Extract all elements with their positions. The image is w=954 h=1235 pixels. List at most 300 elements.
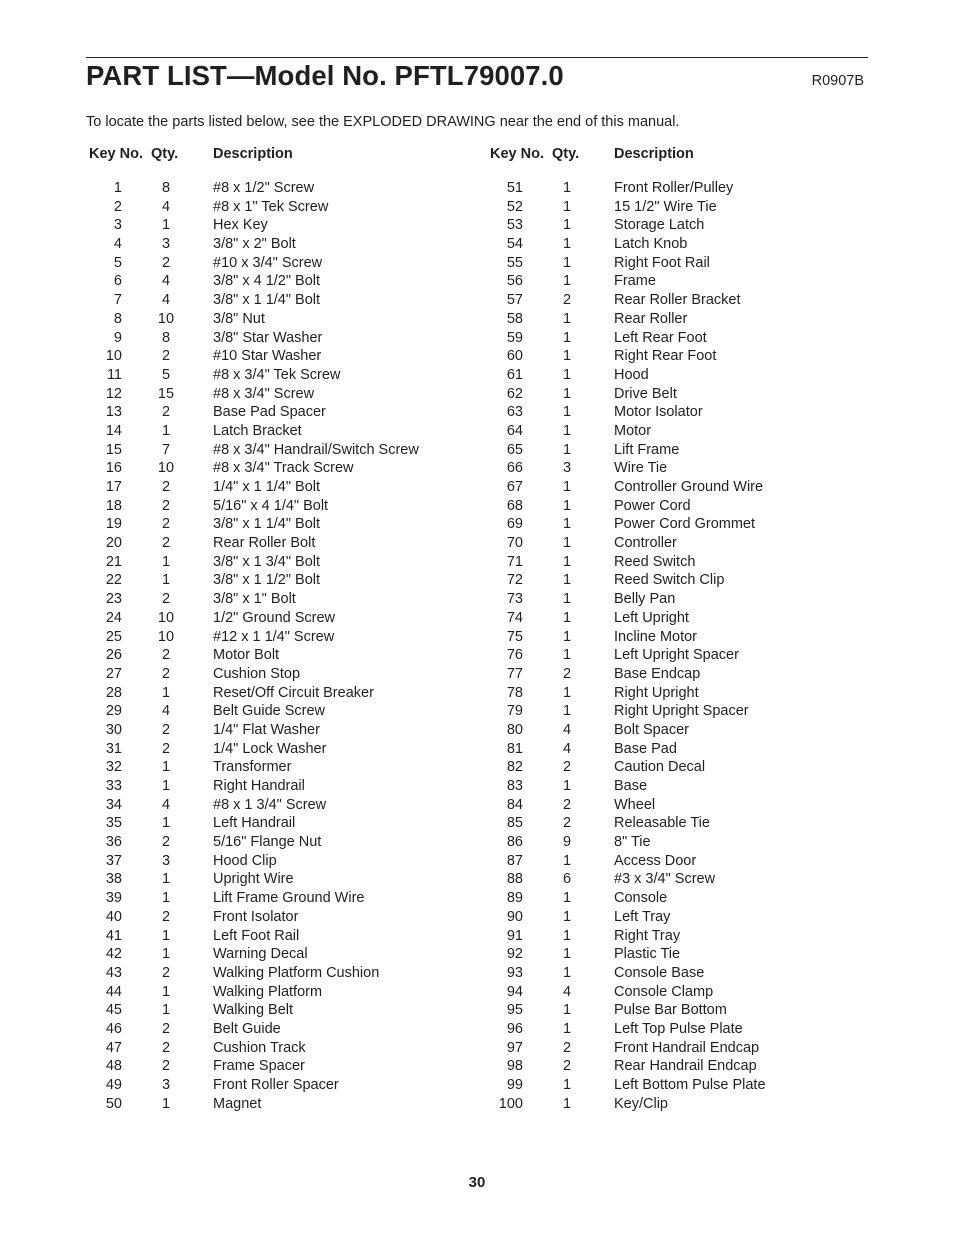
part-description: Rear Handrail Endcap — [614, 1058, 757, 1075]
part-key-no: 77 — [506, 665, 523, 682]
part-row — [487, 272, 847, 291]
part-description: 5/16" Flange Nut — [213, 834, 322, 851]
part-key-no: 37 — [105, 852, 122, 869]
part-key-no: 61 — [506, 366, 523, 383]
part-description: Latch Knob — [614, 236, 688, 253]
part-qty: 1 — [562, 927, 572, 944]
part-qty: 1 — [161, 1002, 171, 1019]
part-qty: 10 — [157, 460, 175, 477]
part-description: Lift Frame Ground Wire — [213, 890, 365, 907]
part-row — [487, 740, 847, 759]
part-row — [487, 1076, 847, 1095]
part-key-no: 86 — [506, 834, 523, 851]
part-qty: 1 — [562, 348, 572, 365]
part-description: Transformer — [213, 759, 292, 776]
part-qty: 1 — [161, 778, 171, 794]
part-key-no: 42 — [105, 946, 122, 963]
part-row — [86, 459, 446, 478]
part-description: 15 1/2" Wire Tie — [614, 198, 717, 215]
part-qty: 8 — [161, 329, 171, 346]
part-row — [487, 646, 847, 665]
part-qty: 1 — [562, 217, 572, 234]
part-row — [487, 870, 847, 889]
part-description: Hood Clip — [213, 852, 277, 869]
part-key-no: 62 — [506, 385, 523, 402]
part-description: Right Handrail — [213, 778, 305, 794]
part-row — [487, 441, 847, 460]
part-key-no: 17 — [105, 479, 122, 495]
part-key-no: 18 — [105, 497, 122, 514]
part-qty: 2 — [161, 740, 171, 757]
part-qty: 10 — [157, 609, 175, 626]
part-description: Rear Roller Bracket — [614, 292, 741, 309]
part-description: Latch Bracket — [213, 422, 302, 439]
part-key-no: 34 — [105, 796, 122, 813]
part-row — [487, 235, 847, 254]
part-qty: 1 — [562, 778, 572, 794]
part-row — [487, 515, 847, 534]
part-qty: 1 — [562, 366, 572, 383]
part-description: Key/Clip — [614, 1095, 668, 1112]
part-key-no: 91 — [506, 927, 523, 944]
part-description: Access Door — [614, 852, 697, 869]
part-key-no: 94 — [506, 983, 523, 1000]
part-qty: 4 — [562, 983, 572, 1000]
part-row — [86, 852, 446, 871]
part-description: Base Pad — [614, 740, 677, 757]
part-row — [487, 609, 847, 628]
part-row — [86, 310, 446, 329]
part-qty: 1 — [562, 329, 572, 346]
part-qty: 1 — [562, 703, 572, 720]
part-description: Front Roller/Pulley — [614, 180, 734, 196]
parts-column-left — [86, 146, 446, 1112]
part-key-no: 58 — [506, 310, 523, 327]
part-row — [86, 945, 446, 964]
part-row — [86, 1057, 446, 1076]
part-key-no: 82 — [506, 759, 523, 776]
part-key-no: 87 — [506, 852, 523, 869]
part-row — [86, 983, 446, 1002]
part-key-no: 21 — [105, 553, 122, 570]
part-row — [86, 628, 446, 647]
part-qty: 1 — [161, 871, 171, 888]
part-description: #8 x 3/4" Handrail/Switch Screw — [213, 441, 419, 458]
part-qty: 1 — [161, 572, 171, 589]
part-description: Hood — [614, 366, 649, 383]
part-description: Right Rear Foot — [614, 348, 717, 365]
part-key-no: 24 — [105, 609, 122, 626]
part-key-no: 83 — [506, 778, 523, 794]
part-qty: 3 — [161, 1077, 171, 1093]
part-key-no: 4 — [113, 236, 122, 253]
part-row — [86, 646, 446, 665]
part-key-no: 85 — [506, 815, 523, 832]
part-row — [86, 515, 446, 534]
part-row — [487, 852, 847, 871]
parts-list-right — [487, 179, 847, 1113]
part-qty: 1 — [562, 516, 572, 533]
part-qty: 2 — [161, 1020, 171, 1037]
part-row — [487, 459, 847, 478]
part-key-no: 55 — [506, 254, 523, 271]
part-qty: 1 — [562, 890, 572, 907]
part-key-no: 73 — [506, 591, 523, 608]
part-description: Left Rear Foot — [614, 329, 707, 346]
part-row — [86, 385, 446, 404]
part-row — [487, 198, 847, 217]
part-row — [487, 758, 847, 777]
part-description: #8 x 3/4" Track Screw — [213, 460, 354, 477]
part-row — [487, 179, 847, 198]
part-description: Left Handrail — [213, 815, 296, 832]
part-key-no: 76 — [506, 647, 523, 664]
part-key-no: 64 — [506, 422, 523, 439]
part-description: Motor Bolt — [213, 647, 280, 664]
part-qty: 1 — [562, 1002, 572, 1019]
part-description: Plastic Tie — [614, 946, 681, 963]
part-key-no: 51 — [506, 180, 523, 196]
part-row — [487, 1057, 847, 1076]
part-description: Hex Key — [213, 217, 268, 234]
part-row — [86, 179, 446, 198]
part-key-no: 45 — [105, 1002, 122, 1019]
part-qty: 4 — [562, 721, 572, 738]
part-key-no: 52 — [506, 198, 523, 215]
part-qty: 3 — [562, 460, 572, 477]
part-key-no: 7 — [113, 292, 122, 309]
header-key-no: Key No. — [490, 146, 544, 162]
part-description: Left Tray — [614, 908, 671, 925]
part-qty: 1 — [562, 535, 572, 552]
part-description: Reed Switch — [614, 553, 696, 570]
part-row — [487, 1095, 847, 1114]
part-row — [487, 702, 847, 721]
part-description: Base Endcap — [614, 665, 701, 682]
part-description: Storage Latch — [614, 217, 705, 234]
part-key-no: 22 — [105, 572, 122, 589]
part-description: Motor Isolator — [614, 404, 703, 421]
part-qty: 1 — [562, 497, 572, 514]
part-qty: 2 — [562, 665, 572, 682]
part-row — [86, 403, 446, 422]
part-description: Right Upright — [614, 684, 699, 701]
part-description: Belt Guide — [213, 1020, 281, 1037]
part-key-no: 33 — [105, 778, 122, 794]
part-description: Reed Switch Clip — [614, 572, 725, 589]
part-description: Rear Roller Bolt — [213, 535, 316, 552]
part-qty: 4 — [161, 796, 171, 813]
part-row — [86, 1095, 446, 1114]
part-key-no: 89 — [506, 890, 523, 907]
part-qty: 2 — [161, 516, 171, 533]
part-key-no: 72 — [506, 572, 523, 589]
part-description: Walking Belt — [213, 1002, 294, 1019]
part-key-no: 54 — [506, 236, 523, 253]
part-qty: 9 — [562, 834, 572, 851]
part-description: Incline Motor — [614, 628, 698, 645]
part-qty: 4 — [562, 740, 572, 757]
part-key-no: 20 — [105, 535, 122, 552]
part-key-no: 12 — [105, 385, 122, 402]
part-description: Walking Platform — [213, 983, 323, 1000]
column-headers — [487, 146, 847, 166]
part-qty: 1 — [161, 927, 171, 944]
part-qty: 5 — [161, 366, 171, 383]
part-row — [86, 889, 446, 908]
column-headers — [86, 146, 446, 166]
part-qty: 1 — [562, 236, 572, 253]
part-qty: 1 — [161, 759, 171, 776]
part-row — [86, 571, 446, 590]
part-description: #8 x 1" Tek Screw — [213, 198, 329, 215]
part-qty: 1 — [562, 385, 572, 402]
part-row — [487, 403, 847, 422]
part-key-no: 80 — [506, 721, 523, 738]
part-row — [487, 422, 847, 441]
part-row — [487, 347, 847, 366]
part-description: Upright Wire — [213, 871, 294, 888]
part-row — [487, 385, 847, 404]
part-description: #3 x 3/4" Screw — [614, 871, 716, 888]
part-qty: 1 — [161, 684, 171, 701]
part-qty: 2 — [562, 815, 572, 832]
part-row — [86, 665, 446, 684]
part-row — [487, 329, 847, 348]
part-description: 1/2" Ground Screw — [213, 609, 336, 626]
part-qty: 1 — [562, 964, 572, 981]
part-description: 1/4" Flat Washer — [213, 721, 320, 738]
part-key-no: 95 — [506, 1002, 523, 1019]
part-key-no: 50 — [105, 1095, 122, 1112]
part-qty: 4 — [161, 273, 171, 290]
part-row — [86, 740, 446, 759]
part-description: Reset/Off Circuit Breaker — [213, 684, 374, 701]
part-qty: 1 — [562, 1020, 572, 1037]
header-description: Description — [614, 146, 694, 162]
part-description: Right Upright Spacer — [614, 703, 749, 720]
part-row — [86, 590, 446, 609]
part-qty: 2 — [161, 721, 171, 738]
intro-text: To locate the parts listed below, see the EXPLODED DRAWING near the end of this manual. — [86, 114, 680, 130]
part-row — [487, 665, 847, 684]
part-row — [487, 889, 847, 908]
document-code: R0907B — [811, 73, 864, 89]
part-qty: 2 — [161, 479, 171, 495]
part-description: Console — [614, 890, 668, 907]
part-row — [86, 814, 446, 833]
part-row — [487, 927, 847, 946]
part-key-no: 49 — [105, 1077, 122, 1093]
part-qty: 6 — [562, 871, 572, 888]
part-description: Wire Tie — [614, 460, 668, 477]
part-description: #10 Star Washer — [213, 348, 322, 365]
part-qty: 1 — [562, 628, 572, 645]
part-row — [86, 1001, 446, 1020]
part-qty: 2 — [161, 497, 171, 514]
part-row — [487, 254, 847, 273]
part-qty: 1 — [562, 908, 572, 925]
part-description: Right Tray — [614, 927, 681, 944]
part-description: Console Base — [614, 964, 705, 981]
part-description: 1/4" x 1 1/4" Bolt — [213, 479, 321, 495]
part-row — [86, 721, 446, 740]
part-key-no: 44 — [105, 983, 122, 1000]
part-qty: 1 — [562, 852, 572, 869]
part-qty: 1 — [562, 422, 572, 439]
part-key-no: 53 — [506, 217, 523, 234]
part-description: Front Roller Spacer — [213, 1077, 339, 1093]
part-key-no: 27 — [105, 665, 122, 682]
part-row — [86, 235, 446, 254]
part-row — [86, 1076, 446, 1095]
part-qty: 3 — [161, 852, 171, 869]
part-description: 3/8" x 1" Bolt — [213, 591, 296, 608]
part-key-no: 41 — [105, 927, 122, 944]
part-description: 5/16" x 4 1/4" Bolt — [213, 497, 329, 514]
part-qty: 1 — [562, 198, 572, 215]
part-row — [487, 478, 847, 497]
part-qty: 1 — [562, 553, 572, 570]
part-qty: 1 — [161, 983, 171, 1000]
part-description: Warning Decal — [213, 946, 308, 963]
part-description: Power Cord — [614, 497, 691, 514]
part-description: 3/8" Nut — [213, 310, 265, 327]
part-description: #8 x 3/4" Screw — [213, 385, 315, 402]
part-key-no: 28 — [105, 684, 122, 701]
part-key-no: 93 — [506, 964, 523, 981]
part-key-no: 25 — [105, 628, 122, 645]
part-qty: 10 — [157, 628, 175, 645]
part-qty: 2 — [562, 796, 572, 813]
part-row — [86, 216, 446, 235]
part-key-no: 26 — [105, 647, 122, 664]
part-key-no: 75 — [506, 628, 523, 645]
page-title: PART LIST—Model No. PFTL79007.0 — [86, 60, 564, 91]
part-row — [86, 908, 446, 927]
part-row — [86, 833, 446, 852]
part-key-no: 10 — [105, 348, 122, 365]
part-key-no: 65 — [506, 441, 523, 458]
part-qty: 2 — [161, 1039, 171, 1056]
part-description: Lift Frame — [614, 441, 680, 458]
part-qty: 1 — [161, 890, 171, 907]
part-qty: 2 — [161, 535, 171, 552]
part-key-no: 70 — [506, 535, 523, 552]
part-qty: 15 — [157, 385, 175, 402]
part-row — [487, 777, 847, 796]
part-qty: 4 — [161, 703, 171, 720]
part-row — [487, 1039, 847, 1058]
part-key-no: 35 — [105, 815, 122, 832]
part-description: Front Handrail Endcap — [614, 1039, 760, 1056]
part-row — [86, 964, 446, 983]
part-row — [487, 796, 847, 815]
part-qty: 1 — [562, 1095, 572, 1112]
part-qty: 1 — [562, 254, 572, 271]
part-row — [487, 814, 847, 833]
part-key-no: 99 — [506, 1077, 523, 1093]
part-qty: 1 — [562, 1077, 572, 1093]
part-description: Base — [614, 778, 648, 794]
part-row — [86, 870, 446, 889]
part-row — [487, 945, 847, 964]
parts-column-right — [487, 146, 847, 1112]
part-key-no: 3 — [113, 217, 122, 234]
part-qty: 1 — [161, 946, 171, 963]
part-row — [86, 347, 446, 366]
part-description: #10 x 3/4" Screw — [213, 254, 323, 271]
part-row — [86, 1020, 446, 1039]
part-description: Belly Pan — [614, 591, 676, 608]
part-row — [86, 702, 446, 721]
part-key-no: 15 — [105, 441, 122, 458]
part-description: Front Isolator — [213, 908, 299, 925]
part-description: 8" Tie — [614, 834, 651, 851]
part-key-no: 11 — [106, 366, 122, 383]
part-description: Rear Roller — [614, 310, 688, 327]
part-key-no: 1 — [113, 180, 122, 196]
part-row — [487, 983, 847, 1002]
part-description: Walking Platform Cushion — [213, 964, 380, 981]
part-key-no: 46 — [105, 1020, 122, 1037]
part-key-no: 68 — [506, 497, 523, 514]
part-row — [86, 777, 446, 796]
part-description: 3/8" x 1 1/4" Bolt — [213, 292, 321, 309]
part-qty: 2 — [562, 292, 572, 309]
part-description: Cushion Track — [213, 1039, 306, 1056]
part-description: Magnet — [213, 1095, 262, 1112]
part-description: Controller — [614, 535, 677, 552]
part-row — [86, 254, 446, 273]
part-qty: 1 — [562, 591, 572, 608]
part-qty: 2 — [161, 834, 171, 851]
part-qty: 2 — [562, 759, 572, 776]
part-row — [487, 291, 847, 310]
part-description: Left Foot Rail — [213, 927, 300, 944]
part-qty: 2 — [161, 348, 171, 365]
part-description: Wheel — [614, 796, 656, 813]
part-key-no: 56 — [506, 273, 523, 290]
part-key-no: 8 — [113, 310, 122, 327]
part-key-no: 16 — [105, 460, 122, 477]
part-key-no: 79 — [506, 703, 523, 720]
part-row — [86, 609, 446, 628]
part-row — [86, 329, 446, 348]
part-qty: 2 — [161, 964, 171, 981]
part-row — [487, 553, 847, 572]
part-key-no: 13 — [105, 404, 122, 421]
part-qty: 1 — [562, 647, 572, 664]
part-row — [86, 272, 446, 291]
part-description: 1/4" Lock Washer — [213, 740, 327, 757]
part-qty: 8 — [161, 180, 171, 196]
part-key-no: 38 — [105, 871, 122, 888]
part-qty: 2 — [562, 1058, 572, 1075]
part-row — [86, 534, 446, 553]
part-row — [487, 497, 847, 516]
part-key-no: 88 — [506, 871, 523, 888]
part-description: Base Pad Spacer — [213, 404, 326, 421]
part-description: Frame Spacer — [213, 1058, 305, 1075]
part-row — [487, 216, 847, 235]
part-key-no: 43 — [105, 964, 122, 981]
part-description: Power Cord Grommet — [614, 516, 756, 533]
header-qty: Qty. — [151, 146, 179, 162]
part-qty: 1 — [161, 422, 171, 439]
part-row — [487, 721, 847, 740]
part-row — [487, 571, 847, 590]
